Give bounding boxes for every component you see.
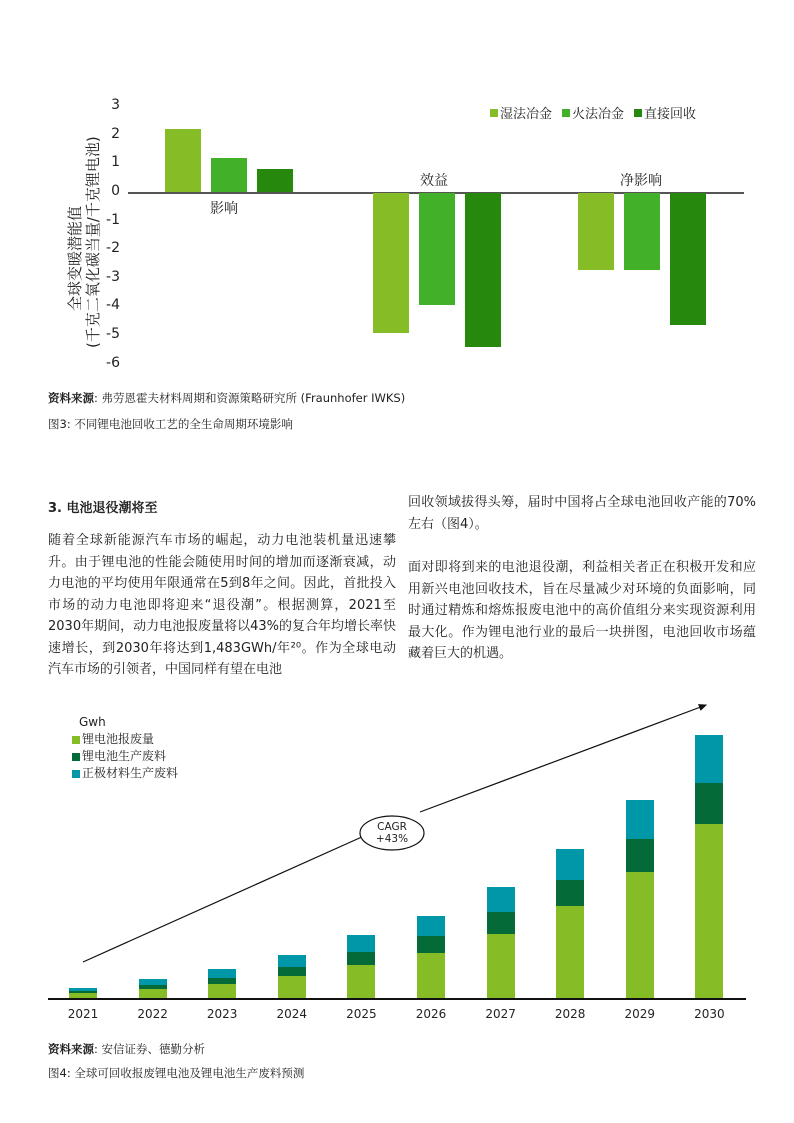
figure4-caption: 图4: 全球可回收报废锂电池及锂电池生产废料预测 bbox=[48, 1066, 305, 1080]
x-tick-label: 2029 bbox=[624, 1007, 656, 1021]
stacked-bar-segment bbox=[695, 735, 723, 783]
figure3-source: 资料来源: 弗劳恩霍夫材料周期和资源策略研究所 (Fraunhofer IWKS) bbox=[48, 391, 406, 405]
stacked-bar-segment bbox=[208, 978, 236, 984]
cagr-label: CAGR +43% bbox=[375, 821, 409, 845]
stacked-bar-segment bbox=[208, 969, 236, 978]
stacked-bar-segment bbox=[556, 849, 584, 879]
stacked-bar-segment bbox=[487, 934, 515, 998]
x-axis-line bbox=[48, 998, 746, 1000]
figure3-caption: 图3: 不同锂电池回收工艺的全生命周期环境影响 bbox=[48, 417, 293, 431]
y-tick-label: -6 bbox=[106, 354, 120, 371]
y-tick-label: -4 bbox=[106, 297, 120, 314]
category-label-net-impact: 净影响 bbox=[620, 173, 662, 189]
left-paragraph: 随着全球新能源汽车市场的崛起，动力电池装机量迅速攀升。由于锂电池的性能会随使用时间的增加而逐渐衰减，动力电池的平均使用年限通常在5到8年之间。因此，首批投入市场的动力电池即将迎来“退役潮”。根据测算，2021至2030年期间，动力电池报废量将以43%的复合年均增长率快速增长，到2030年将达到1,483GWh/年²⁰。作为全球电动汽车市场的引领者，中国同样有望在电池 bbox=[48, 533, 396, 677]
x-tick-label: 2024 bbox=[276, 1007, 308, 1021]
y-axis-title-line1: 全球变暖潜能值 bbox=[66, 205, 84, 311]
category-label-benefit: 效益 bbox=[420, 173, 448, 189]
y-tick-label: 2 bbox=[111, 125, 120, 142]
y-tick-label: -3 bbox=[106, 268, 120, 285]
y-axis-title-line2: (千克二氧化碳当量/千克锂电池) bbox=[84, 136, 102, 348]
right-paragraph-2: 面对即将到来的电池退役潮，利益相关者正在积极开发和应用新兴电池回收技术，旨在尽量减少对环境的负面影响，同时通过精炼和熔炼报废电池中的高价值组分来实现资源利用最大化。作为锂电池行业的最后一块拼图，电池回收市场蕴藏着巨大的机遇。 bbox=[408, 560, 756, 661]
stacked-bar-segment bbox=[278, 976, 306, 998]
stacked-bar-segment bbox=[347, 965, 375, 998]
stacked-bar-segment bbox=[347, 952, 375, 965]
stacked-bar-segment bbox=[556, 906, 584, 998]
stacked-bar-segment bbox=[695, 783, 723, 824]
y-tick-label: -2 bbox=[106, 240, 120, 257]
stacked-bar-segment bbox=[139, 989, 167, 998]
stacked-bar-segment bbox=[417, 953, 445, 998]
legend-item-cathode-production-scrap: 正极材料生产废料 bbox=[72, 765, 178, 782]
section-heading: 3. 电池退役潮将至 bbox=[48, 501, 158, 516]
x-tick-label: 2027 bbox=[485, 1007, 516, 1021]
stacked-bar-segment bbox=[417, 916, 445, 936]
stacked-bar-segment bbox=[69, 988, 97, 991]
x-tick-label: 2028 bbox=[554, 1007, 586, 1021]
stacked-bar-segment bbox=[139, 985, 167, 989]
stacked-bar-segment bbox=[278, 955, 306, 967]
legend-item-pyrometallurgy: 火法冶金 bbox=[562, 103, 624, 122]
y-tick-label: -5 bbox=[106, 326, 120, 342]
stacked-bar-segment bbox=[556, 880, 584, 907]
x-tick-label: 2023 bbox=[206, 1007, 238, 1021]
stacked-bar-segment bbox=[695, 824, 723, 998]
stacked-bar-segment bbox=[626, 839, 654, 872]
x-tick-label: 2025 bbox=[346, 1007, 377, 1021]
stacked-bar-segment bbox=[417, 936, 445, 953]
stacked-bar-segment bbox=[626, 800, 654, 839]
figure4-source: 资料来源: 安信证券、德勤分析 bbox=[48, 1042, 206, 1056]
stacked-bar-segment bbox=[487, 887, 515, 912]
right-paragraph-1: 回收领域拔得头筹，届时中国将占全球电池回收产能的70%左右（图4）。 bbox=[408, 495, 756, 532]
y-tick-label: -1 bbox=[106, 211, 120, 228]
stacked-bar-segment bbox=[278, 967, 306, 976]
legend-item-hydrometallurgy: 湿法冶金 bbox=[490, 103, 552, 122]
legend-item-battery-production-scrap: 锂电池生产废料 bbox=[72, 748, 178, 765]
x-tick-label: 2030 bbox=[694, 1007, 725, 1021]
stacked-bar-segment bbox=[69, 991, 97, 993]
y-tick-label: 0 bbox=[111, 183, 120, 199]
category-label-impact: 影响 bbox=[210, 201, 238, 217]
stacked-bar-segment bbox=[139, 979, 167, 984]
y-tick-label: 3 bbox=[111, 97, 120, 114]
y-tick-label: 1 bbox=[111, 154, 120, 171]
stacked-bar-segment bbox=[626, 872, 654, 998]
y-unit-label: Gwh bbox=[79, 715, 106, 729]
legend-item-direct-recycling: 直接回收 bbox=[634, 103, 696, 122]
x-tick-label: 2022 bbox=[137, 1007, 168, 1021]
legend-item-scrapped-batteries: 锂电池报废量 bbox=[72, 731, 178, 748]
x-tick-label: 2026 bbox=[415, 1007, 447, 1021]
stacked-bar-segment bbox=[347, 935, 375, 952]
stacked-bar-segment bbox=[487, 912, 515, 934]
stacked-bar-segment bbox=[208, 984, 236, 998]
x-tick-label: 2021 bbox=[67, 1007, 99, 1021]
